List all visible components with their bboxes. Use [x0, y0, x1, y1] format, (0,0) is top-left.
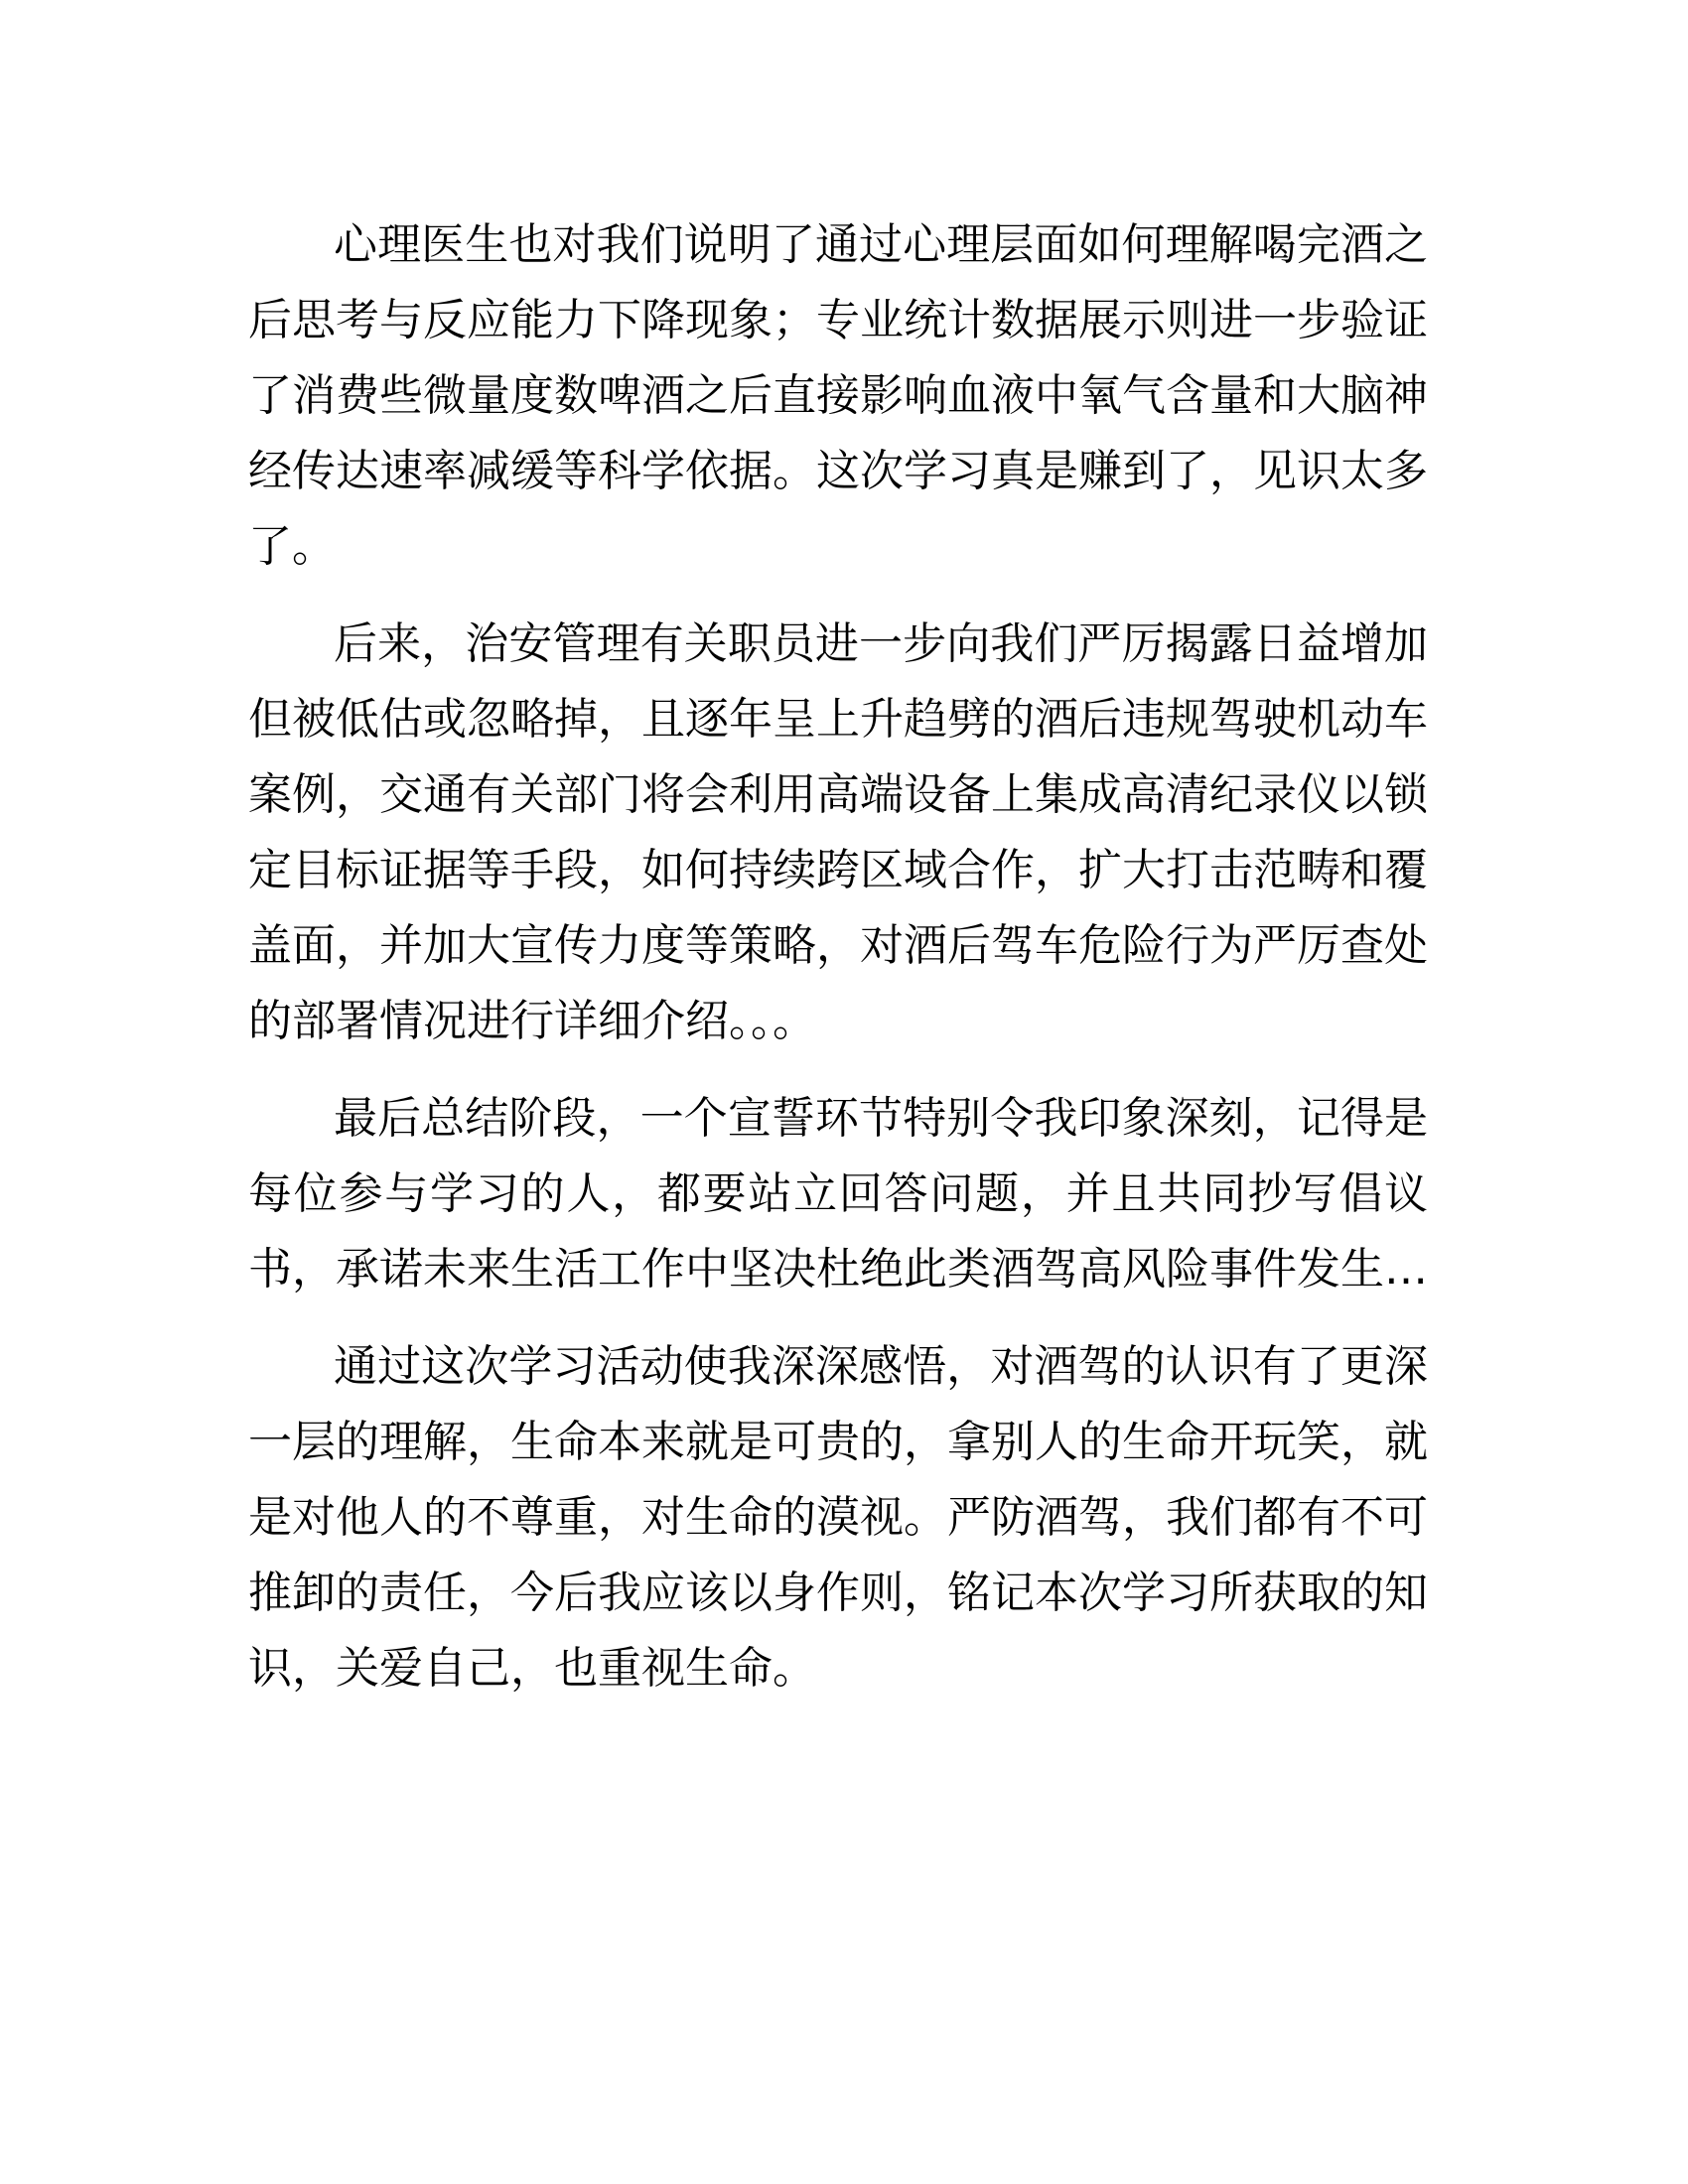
text-line: 最后总结阶段，一个宣誓环节特别令我印象深刻，记得是 — [334, 1093, 1428, 1144]
text-line: 每位参与学习的人，都要站立回答问题，并且共同抄写倡议 — [248, 1168, 1428, 1219]
text-line: 定目标证据等手段，如何持续跨区域合作，扩大打击范畴和覆 — [248, 845, 1428, 895]
text-line: 盖面，并加大宣传力度等策略，对酒后驾车危险行为严厉查处 — [248, 920, 1428, 971]
text-line: 了。 — [248, 521, 336, 572]
text-line: 后思考与反应能力下降现象；专业统计数据展示则进一步验证 — [248, 295, 1428, 345]
text-line: 后来，治安管理有关职员进一步向我们严厉揭露日益增加 — [334, 618, 1428, 669]
text-line: 了消费些微量度数啤酒之后直接影响血液中氧气含量和大脑神 — [248, 370, 1428, 421]
paragraph — [248, 1329, 1428, 1706]
text-line: 识，关爱自己，也重视生命。 — [248, 1643, 816, 1694]
text-line: 一层的理解，生命本来就是可贵的，拿别人的生命开玩笑，就 — [248, 1417, 1428, 1467]
text-line: 通过这次学习活动使我深深感悟，对酒驾的认识有了更深 — [334, 1341, 1428, 1392]
text-line: 书，承诺未来生活工作中坚决杜绝此类酒驾高风险事件发生… — [248, 1244, 1428, 1295]
text-line: 的部署情况进行详细介绍。。。 — [248, 996, 816, 1046]
text-line: 是对他人的不尊重，对生命的漠视。严防酒驾，我们都有不可 — [248, 1492, 1428, 1543]
text-line: 推卸的责任，今后我应该以身作则，铭记本次学习所获取的知 — [248, 1568, 1428, 1618]
paragraph — [248, 607, 1428, 1059]
paragraph — [248, 1081, 1428, 1307]
text-line: 案例，交通有关部门将会利用高端设备上集成高清纪录仪以锁 — [248, 769, 1428, 820]
text-line: 经传达速率减缓等科学依据。这次学习真是赚到了，见识太多 — [248, 446, 1428, 496]
paragraph — [248, 207, 1428, 585]
document-body — [248, 207, 1428, 1728]
text-line: 但被低估或忽略掉，且逐年呈上升趋劈的酒后违规驾驶机动车 — [248, 694, 1428, 745]
text-line: 心理医生也对我们说明了通过心理层面如何理解喝完酒之 — [334, 219, 1428, 270]
